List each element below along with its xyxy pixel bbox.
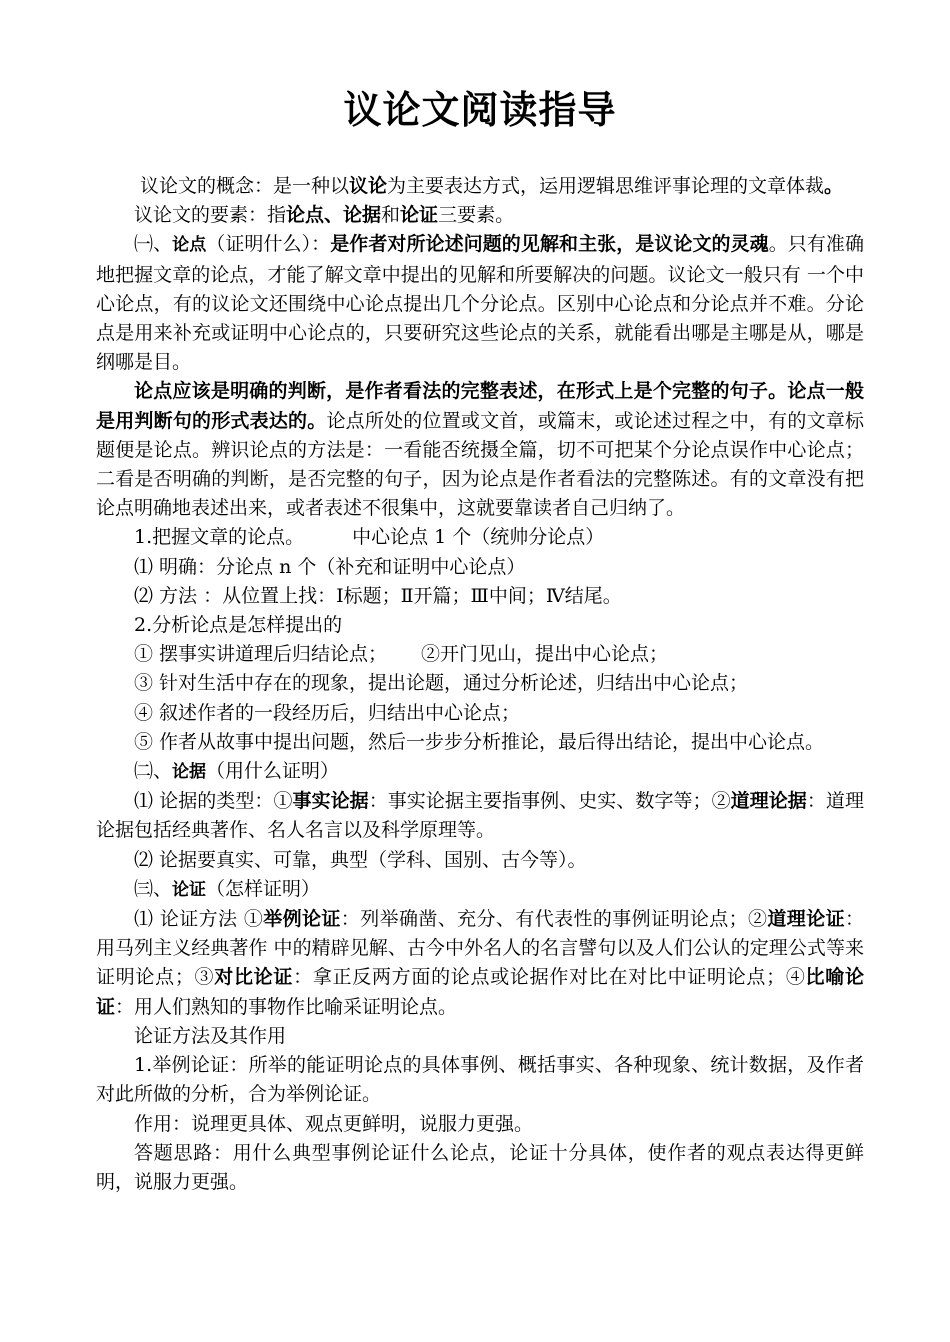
list-line-2: ⑴ 明确：分论点 n 个（补充和证明中心论点） [134, 555, 526, 578]
text: ① 摆事实讲道理后归结论点； [134, 643, 388, 666]
bold-text: 举例论证 [263, 908, 341, 931]
list-line-9: ⑵ 论据要真实、可靠，典型（学科、国别、古今等）。 [134, 848, 587, 871]
paragraph-effect: 作用：说理更具体、观点更鲜明，说服力更强。 [134, 1112, 534, 1135]
text: ：拿正反两方面的论点或论据作对比在对比中证明论点；④ [293, 966, 806, 989]
paragraph-elements [96, 201, 864, 230]
document-page [96, 82, 864, 1197]
section-label: 论据 [172, 762, 207, 783]
list-line-6: ③ 针对生活中存在的现象，提出论题，通过分析论述，归结出中心论点； [134, 672, 749, 695]
section-label: 论证 [172, 879, 207, 900]
bold-text: 论点、论据 [286, 204, 382, 227]
bold-text: 事实论据 [292, 790, 369, 813]
text: ⑴ 论据的类型：① [134, 790, 293, 813]
text: 和 [381, 204, 401, 227]
text: ：用马列主义经典著作 中的精辟见解、古今中外名人的名言譬句以及人们公认的定理公式等来证明论点；③ [96, 908, 864, 989]
list-line-8: ⑤ 作者从故事中提出问题，然后一步步分析推论，最后得出结论，提出中心论点。 [134, 730, 825, 753]
bold-text: 道理论据 [730, 790, 807, 813]
list-line-5 [96, 640, 864, 669]
paragraph-reasoning-methods [96, 905, 864, 1022]
bold-text: 比喻论证 [96, 966, 864, 1018]
bold-text: 议论 [349, 175, 388, 197]
text: 议论文的概念：是一种以 [140, 175, 350, 197]
bold-text: 是作者对所论述问题的见解和主张，是议论文的灵魂 [330, 233, 769, 256]
text: 议论文的要素：指 [134, 204, 287, 227]
list-line-10: 论证方法及其作用 [134, 1024, 287, 1047]
list-line-3: ⑵ 方法 ：从位置上找：Ⅰ标题；Ⅱ开篇；Ⅲ中间；Ⅳ结尾。 [134, 584, 622, 607]
section-label: 论点 [172, 235, 207, 256]
bold-text: 。 [824, 175, 844, 197]
text: 论点所处的位置或文首，或篇末，或论述过程之中，有的文章标题便是论点。辨识论点的方法是：一看能否统摄全篇，切不可把某个分论点误作中心论点；二看是否明确的判断，是否完整的句子，因为论点是作者看法的完整陈述。有的文章没有把论点明确地表述出来，或者表述不很集中，这就要靠读者自己归纳了。 [96, 409, 864, 520]
list-line-7: ④ 叙述作者的一段经历后，归结出中心论点； [134, 701, 521, 724]
paragraph-answer-approach: 答题思路：用什么典型事例论证什么论点，论证十分具体，使作者的观点表达得更鲜明，说服力更强。 [96, 1141, 864, 1193]
text: （证明什么）： [206, 233, 331, 256]
text: 为主要表达方式，运用逻辑思维评事论理的文章体裁 [387, 175, 825, 197]
text: （用什么证明） [206, 760, 340, 783]
text: ：列举确凿、充分、有代表性的事例证明论点；② [340, 908, 768, 931]
text: ：道理论据包括经典著作、名人名言以及科学原理等。 [96, 790, 864, 842]
section-number: ㈠、 [134, 233, 173, 256]
paragraph-concept [96, 172, 864, 201]
text: ：事实论据主要指事例、史实、数字等；② [368, 790, 731, 813]
section-heading-evidence [96, 757, 864, 787]
document-title: 议论文阅读指导 [343, 87, 617, 132]
bold-text: 道理论证 [767, 908, 845, 931]
text: 1.把握文章的论点。 [134, 526, 305, 549]
section-heading-reasoning [96, 875, 864, 905]
bold-text: 论证 [400, 204, 439, 227]
paragraph-example-reasoning: 1.举例论证：所举的能证明论点的具体事例、概括事实、各种现象、统计数据，及作者对此所做的分析，合为举例论证。 [96, 1054, 864, 1106]
text: ⑴ 论证方法 ① [134, 908, 264, 931]
paragraph-evidence-types [96, 787, 864, 845]
text: 中心论点 1 个（统帅分论点） [352, 526, 605, 549]
list-line-1 [96, 523, 864, 552]
bold-text: 对比论证 [214, 966, 294, 989]
section-number: ㈢、 [134, 877, 173, 900]
text: （怎样证明） [206, 877, 321, 900]
text: ：用人们熟知的事物作比喻采证明论点。 [115, 995, 458, 1018]
section-number: ㈡、 [134, 760, 173, 783]
paragraph-argument-form [96, 377, 864, 523]
bold-text: 论点应该是明确的判断，是作者看法的完整表述，在形式上是个完整的句子。论点一般是用判断句的形式表达的。 [96, 380, 864, 432]
text: 三要素。 [438, 204, 515, 227]
list-line-4: 2.分析论点是怎样提出的 [134, 614, 343, 637]
paragraph-argument-point [96, 230, 864, 377]
text: 。只有准确地把握文章的论点，才能了解文章中提出的见解和所要解决的问题。议论文一般只有 一个中心论点，有的议论文还围绕中心论点提出几个分论点。区别中心论点和分论点并不难。分论点是用来补充或证明中心论点的，只要研究这些论点的关系，就能看出哪是主哪是从，哪是纲哪是目。 [96, 233, 864, 374]
text: ②开门见山，提出中心论点； [421, 643, 669, 666]
